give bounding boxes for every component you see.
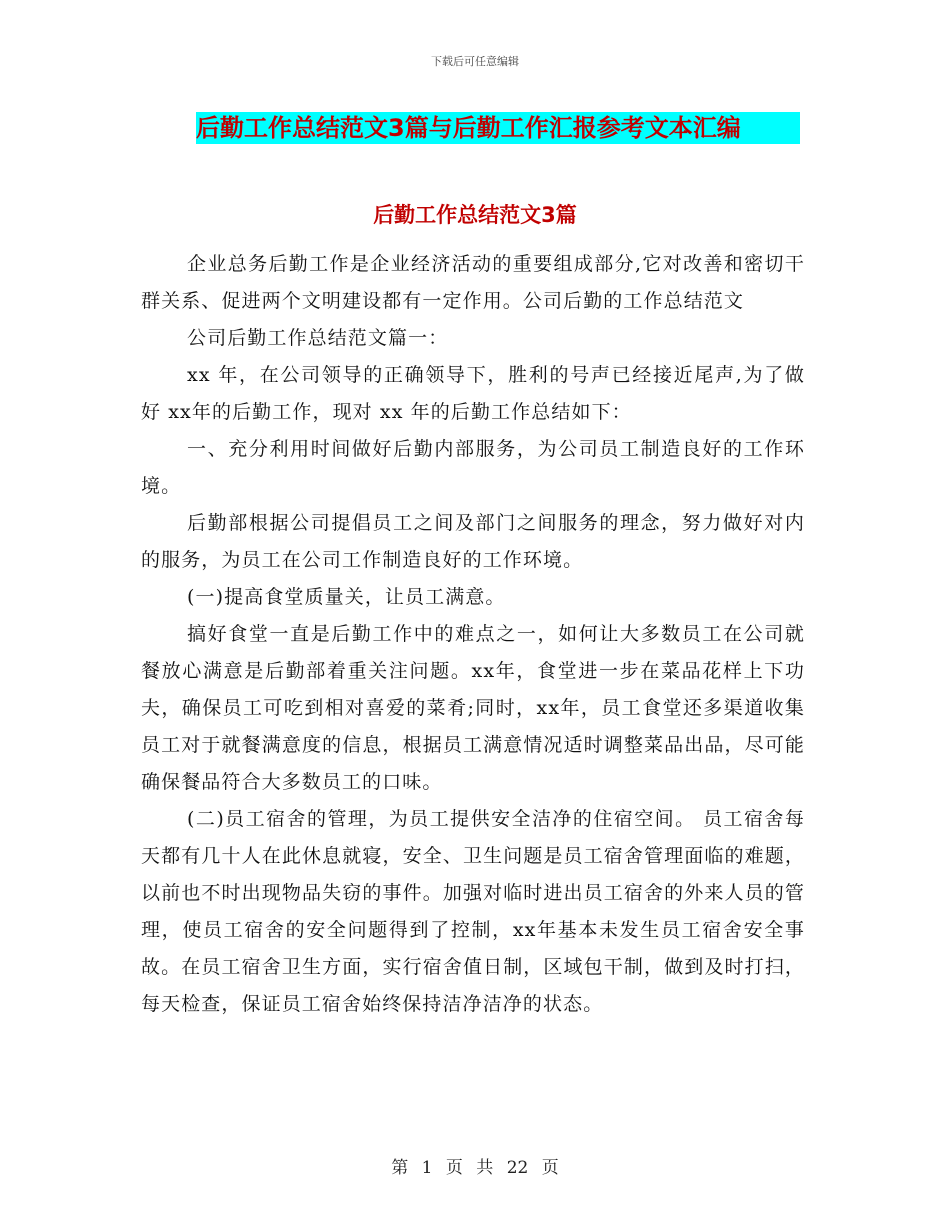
footer-ye: 页 (445, 1158, 463, 1178)
body-text (141, 246, 805, 1023)
paragraph-heading-one: 公司后勤工作总结范文篇一： (187, 327, 449, 349)
footer-di: 第 (391, 1158, 409, 1178)
footer-total-pages: 22 (506, 1158, 529, 1178)
paragraph-canteen: 搞好食堂一直是后勤工作中的难点之一，如何让大多数员工在公司就餐放心满意是后勤部着重关注问题。xx年，食堂进一步在菜品花样上下功夫，确保员工可吃到相对喜爱的菜肴;同时，xx年，员工食堂还多渠道收集员工对于就餐满意度的信息，根据员工满意情况适时调整菜品出品，尽可能确保餐品符合大多数员工的口味。 (141, 623, 805, 793)
paragraph-section-one: 一、充分利用时间做好后勤内部服务，为公司员工制造良好的工作环境。 (141, 438, 805, 497)
sub-title: 后勤工作总结范文3篇 (373, 203, 577, 227)
page-footer (0, 1153, 950, 1178)
paragraph-opening: xx 年，在公司领导的正确领导下，胜利的号声已经接近尾声,为了做好 xx年的后勤工作，现对 xx 年的后勤工作总结如下： (141, 364, 805, 423)
footer-page-number: 1 (421, 1158, 433, 1178)
header-note: 下载后可任意编辑 (431, 55, 519, 68)
paragraph-intro: 企业总务后勤工作是企业经济活动的重要组成部分,它对改善和密切干群关系、促进两个文明建设都有一定作用。公司后勤的工作总结范文 (141, 253, 805, 312)
footer-ye-end: 页 (541, 1158, 559, 1178)
footer-gong: 共 (476, 1158, 494, 1178)
paragraph-dormitory: (二)员工宿舍的管理，为员工提供安全洁净的住宿空间。 员工宿舍每天都有几十人在此休息就寝，安全、卫生问题是员工宿舍管理面临的难题，以前也不时出现物品失窃的事件。加强对临时进出员工宿舍的外来人员的管理，使员工宿舍的安全问题得到了控制，xx年基本未发生员工宿舍安全事故。在员工宿舍卫生方面，实行宿舍值日制，区域包干制，做到及时打扫，每天检查，保证员工宿舍始终保持洁净洁净的状态。 (141, 808, 805, 1015)
paragraph-service: 后勤部根据公司提倡员工之间及部门之间服务的理念，努力做好对内的服务，为员工在公司工作制造良好的工作环境。 (141, 512, 805, 571)
paragraph-subsection-one: (一)提高食堂质量关，让员工满意。 (187, 586, 506, 608)
main-title: 后勤工作总结范文3篇与后勤工作汇报参考文本汇编 (196, 112, 800, 144)
